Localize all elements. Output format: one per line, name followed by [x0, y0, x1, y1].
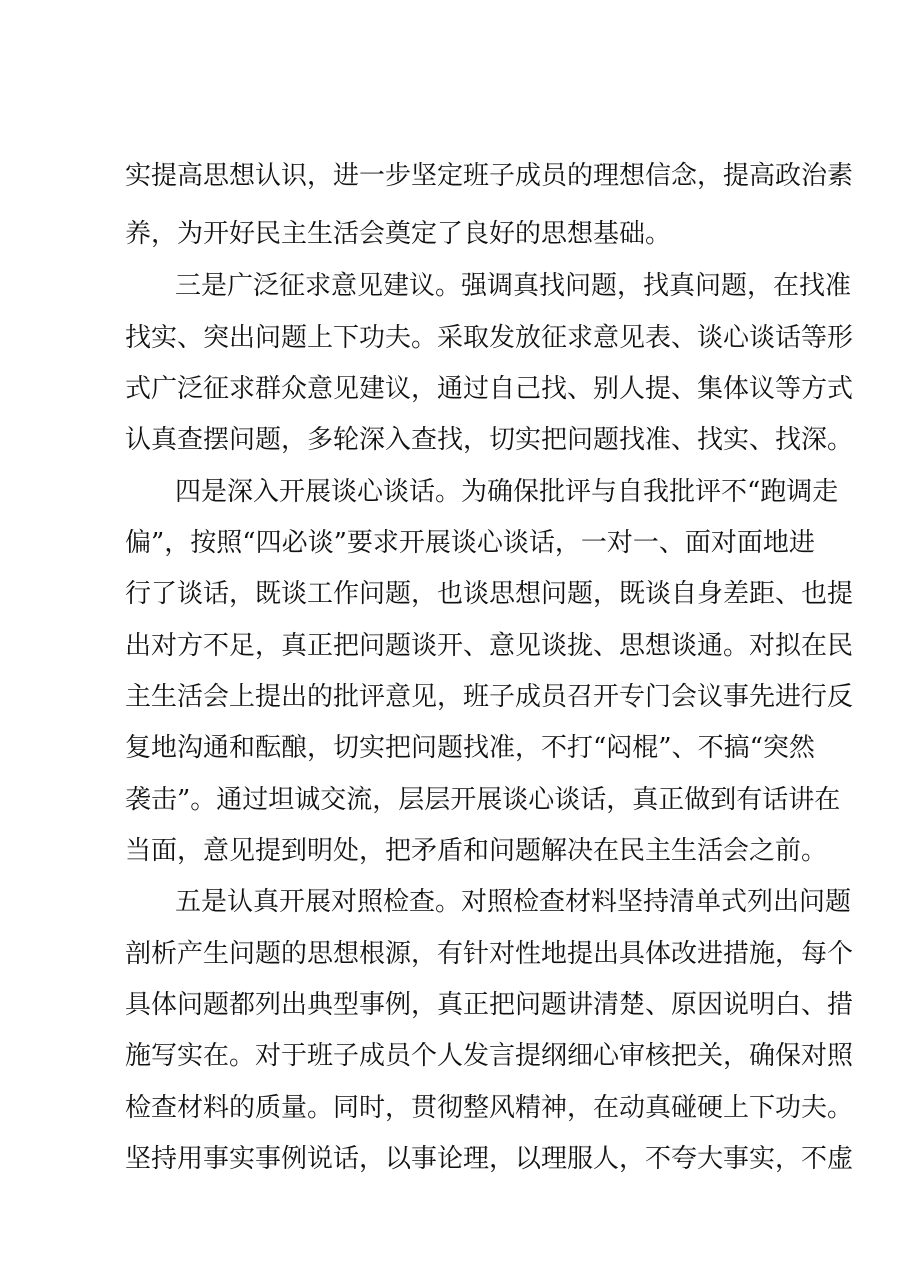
text-line: 认真查摆问题，多轮深入查找，切实把问题找准、找实、找深。 — [125, 425, 854, 455]
text-line: 剖析产生问题的思想根源，有针对性地提出具体改进措施，每个 — [125, 939, 854, 969]
text-line: 找实、突出问题上下功夫。采取发放征求意见表、谈心谈话等形 — [125, 323, 854, 353]
text-line: 当面，意见提到明处，把矛盾和问题解决在民主生活会之前。 — [125, 836, 828, 866]
text-line: 坚持用事实事例说话，以事论理，以理服人，不夸大事实，不虚 — [125, 1144, 854, 1174]
text-line: 养，为开好民主生活会奠定了良好的思想基础。 — [125, 219, 672, 249]
paragraph-first-line: 三是广泛征求意见建议。强调真找问题，找真问题，在找准 — [175, 271, 852, 301]
text-line: 行了谈话，既谈工作问题，也谈思想问题，既谈自身差距、也提 — [125, 579, 854, 609]
text-line: 出对方不足，真正把问题谈开、意见谈拢、思想谈通。对拟在民 — [125, 631, 854, 661]
text-line: 复地沟通和酝酿，切实把问题找准，不打“闷棍”、不搞“突然 — [125, 733, 815, 763]
text-line: 主生活会上提出的批评意见，班子成员召开专门会议事先进行反 — [125, 682, 854, 712]
text-line: 施写实在。对于班子成员个人发言提纲细心审核把关，确保对照 — [125, 1041, 854, 1071]
text-line: 实提高思想认识，进一步坚定班子成员的理想信念，提高政治素 — [125, 161, 854, 191]
paragraph-first-line: 五是认真开展对照检查。对照检查材料坚持清单式列出问题 — [175, 887, 852, 917]
paragraph-first-line: 四是深入开展谈心谈话。为确保批评与自我批评不“跑调走 — [175, 477, 839, 507]
text-line: 式广泛征求群众意见建议，通过自己找、别人提、集体议等方式 — [125, 374, 854, 404]
text-line: 检查材料的质量。同时，贯彻整风精神，在动真碰硬上下功夫。 — [125, 1093, 854, 1123]
text-line: 袭击”。通过坦诚交流，层层开展谈心谈话，真正做到有话讲在 — [125, 785, 841, 815]
text-line: 偏”，按照“四必谈”要求开展谈心谈话，一对一、面对面地进 — [125, 528, 815, 558]
text-line: 具体问题都列出典型事例，真正把问题讲清楚、原因说明白、措 — [125, 990, 854, 1020]
